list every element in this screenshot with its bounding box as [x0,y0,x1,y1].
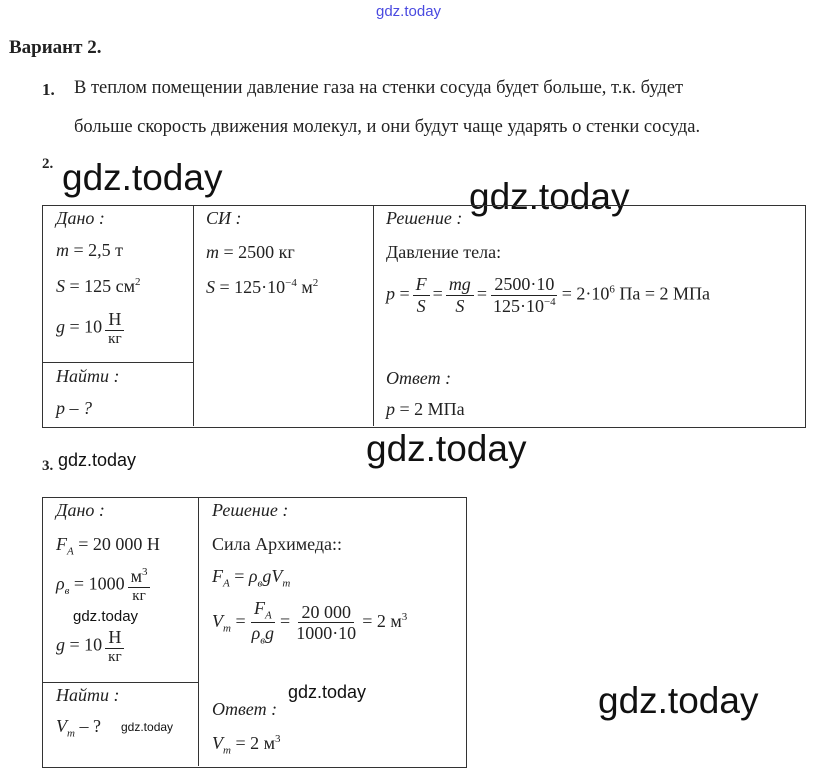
watermark: gdz.today [469,176,630,217]
q3-given-label: Дано : [56,500,105,520]
q3-number: 3. [42,458,54,474]
q3-divider [198,497,199,766]
q2-answer-value: p = 2 МПа [386,399,465,419]
q2-g: g = 10 $\frac{Н}{кг}$ [56,309,128,348]
q2-solution-label: Решение : [386,208,463,228]
q2-si-mass: m = 2500 кг [206,242,295,262]
q2-divider [193,205,194,426]
q2-given-label: Дано : [56,208,105,228]
q2-area: S = 125 $см^2$ [56,276,141,296]
q2-number: 2. [42,156,54,172]
q2-find-label: Найти : [56,366,120,386]
q1-line2: больше скорость движения молекул, и они будут чаще ударять о стенки сосуда. [74,117,701,137]
q2-divider [373,205,374,426]
q2-formula: p = $\frac{F}{S}$ = $\frac{mg}{S}$ = $\frac{2500\cdot 10}{125\cdot 10^{-4}}$ = $2\cdot 10^6$ Па = 2 МПа [386,274,710,316]
q2-table [42,205,806,428]
q3-calc: $V_m$ = $\frac{F_A}{\rho_вg}$ = $\frac{20 000}{1000\cdot 10}$ = 2 $м^3$ [212,598,408,647]
q3-divider [42,682,199,683]
q3-solution-label: Решение : [212,500,289,520]
q3-archimedes: Сила Архимеда:: [212,534,343,554]
q2-pressure-text: Давление тела: [386,242,502,262]
q2-find-value: p – ? [56,398,92,418]
watermark: gdz.today [73,608,139,625]
q3-force: $F_A = 20$ 000 Н [56,534,160,558]
watermark: gdz.today [62,157,223,198]
q3-find-label: Найти : [56,685,120,705]
q3-answer-label: Ответ : [212,699,278,719]
watermark: gdz.today [121,720,174,734]
q1-line1: В теплом помещении давление газа на стенки сосуда будет больше, т.к. будет [74,78,684,98]
watermark: gdz.today [366,428,527,469]
watermark-top: gdz.today [376,3,442,20]
q2-si-area: $S = 125\cdot 10^{-4}$ $м^2$ [206,277,319,297]
q3-answer-value: $V_m = 2$ $м^3$ [212,733,281,757]
watermark: gdz.today [598,680,759,721]
q2-divider [42,362,194,363]
q1-number: 1. [42,80,55,99]
q3-density: $\rho_в = 1000$ $\frac{м^3}{кг}$ [56,566,153,605]
watermark: gdz.today [288,682,367,702]
variant-title: Вариант 2. [9,37,102,58]
q3-formula: $F_A = \rho_вgV_m$ [212,566,291,590]
q2-mass: m = 2,5 т [56,240,124,260]
q3-find-value: $V_m$ – ? [56,716,101,740]
watermark: gdz.today [58,450,137,470]
q3-g: g = 10 $\frac{Н}{кг}$ [56,627,128,666]
q2-si-label: СИ : [206,208,242,228]
q2-answer-label: Ответ : [386,368,452,388]
